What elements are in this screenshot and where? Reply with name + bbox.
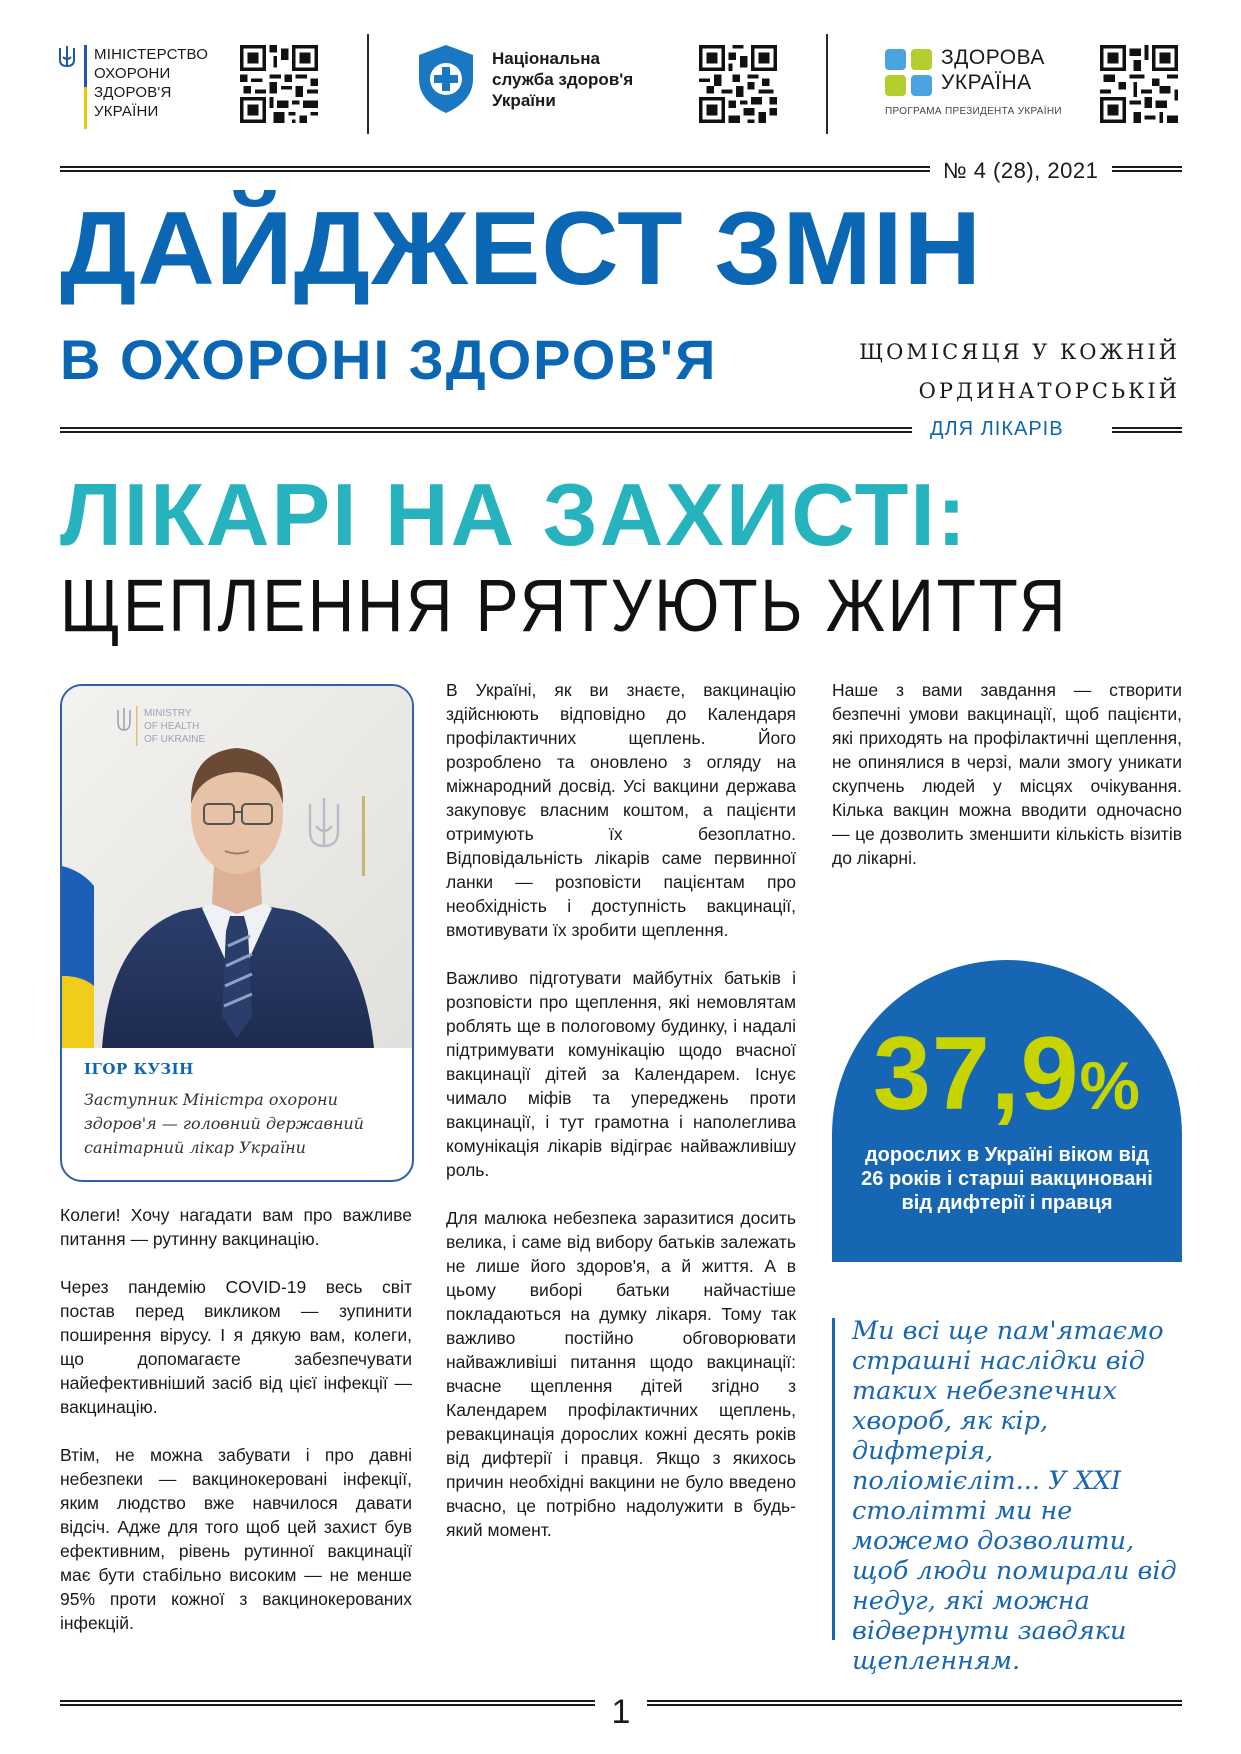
article-column-1 bbox=[60, 1203, 412, 1659]
masthead-rule bbox=[1112, 427, 1182, 435]
pull-quote: Ми всі ще пам'ятаємо страшні наслідки від таких небезпечних хвороб, як кір, дифтерія, поліомієліт... У XXI столітті ми не можемо дозволити, щоб люди помирали від недуг, які можна відвернути завдяки щепленням. bbox=[852, 1316, 1177, 1676]
trident-icon bbox=[58, 45, 76, 69]
statistic-value bbox=[832, 1016, 1182, 1140]
issue-number: № 4 (28), 2021 bbox=[943, 158, 1099, 183]
article-column-2 bbox=[446, 678, 796, 1566]
paragraph: Наше з вами завдання — створити безпечні умови вакцинації, щоб пацієнти, які приходять на профілактичні щеплення, не опинялися в черзі, мали змогу уникати скупчень людей у місцях очікування. Кілька вакцин можна вводити одночасно — це дозволить зменшити кількість візитів до лікарні. bbox=[832, 680, 1182, 868]
header-divider bbox=[826, 34, 828, 134]
monthly-tagline bbox=[848, 333, 1180, 411]
portrait-photo bbox=[62, 686, 412, 1048]
zu-title-line: УКРАЇНА bbox=[941, 71, 1032, 94]
paragraph: Втім, не можна забувати і про давні небезпеки — вакцинокеровані інфекції, яким людство вже навчилося давати відсіч. Адже для того щоб цей захист був ефективним, рівень рутинної вакцинації має бути стабільно високим — не менше 95% проти кожної з вакцинокерованих інфекцій. bbox=[60, 1445, 412, 1633]
portrait-card bbox=[60, 684, 414, 1182]
nszu-line: служба здоров'я bbox=[492, 70, 634, 89]
tagline-line: ЩОМІСЯЦЯ У КОЖНІЙ bbox=[859, 340, 1180, 364]
qr-code-zu[interactable] bbox=[1100, 45, 1178, 123]
statistic-callout bbox=[832, 960, 1182, 1262]
nszu-line: Національна bbox=[492, 49, 600, 68]
moz-name bbox=[94, 45, 208, 121]
svg-text:MINISTRY: MINISTRY bbox=[144, 708, 192, 719]
person-name: ІГОР КУЗІН bbox=[84, 1060, 194, 1078]
nszu-line: України bbox=[492, 91, 556, 110]
paragraph: Колеги! Хочу нагадати вам про важливе питання — рутинну вакцинацію. bbox=[60, 1205, 412, 1249]
masthead-title: ДАЙДЖЕСТ ЗМІН bbox=[60, 191, 982, 307]
qr-code-moz[interactable] bbox=[240, 45, 318, 123]
article-column-3 bbox=[832, 678, 1182, 894]
nszu-name bbox=[492, 48, 633, 111]
moz-line: УКРАЇНИ bbox=[94, 103, 159, 120]
svg-text:OF HEALTH: OF HEALTH bbox=[144, 721, 200, 732]
headline-primary: ЛІКАРІ НА ЗАХИСТІ: bbox=[60, 465, 969, 564]
headline-secondary: ЩЕПЛЕННЯ РЯТУЮТЬ ЖИТТЯ bbox=[60, 564, 1069, 647]
statistic-percent: % bbox=[1079, 1048, 1141, 1124]
masthead-rule bbox=[1112, 166, 1182, 174]
paragraph: Для малюка небезпека заразитися досить велика, і саме від вибору батьків залежать не лише його здоров'я, а й життя. А в цьому виборі батьки найчастіше покладаються на думку лікаря. Тому так важливо постійно обговорювати найважливіші питання щодо вакцинації: вчасне щеплення дітей згідно з Календарем профілактичних щеплень, ревакцинація дорослих кожні десять років від дифтерії і правця. Якщо з якихось причин необхідні вакцини не було введено вчасно, це потрібно надолужити в будь-який момент. bbox=[446, 1208, 796, 1540]
paragraph: Важливо підготувати майбутніх батьків і розповісти про щеплення, які немовлятам роблять ще в пологовому будинку, і надалі підтримувати комунікацію щодо вчасної вакцинації дітей за Календарем. Існує чимало міфів та упереджень проти вакцинації, і тут грамотна і наполеглива комунікація лікарів відіграє найважливішу роль. bbox=[446, 968, 796, 1180]
page-number: 1 bbox=[611, 1693, 631, 1731]
masthead-rule bbox=[60, 427, 912, 435]
zdorova-ukraina-logo-mark bbox=[885, 49, 933, 97]
quote-bar bbox=[832, 1318, 835, 1640]
statistic-number: 37,9 bbox=[873, 1016, 1080, 1132]
audience-label: ДЛЯ ЛІКАРІВ bbox=[930, 418, 1064, 440]
masthead-subtitle: В ОХОРОНІ ЗДОРОВ'Я bbox=[60, 328, 718, 391]
moz-line: ЗДОРОВ'Я bbox=[94, 84, 172, 101]
footer-rule bbox=[647, 1700, 1182, 1708]
footer-rule bbox=[60, 1700, 595, 1708]
zdorova-ukraina-subtitle: ПРОГРАМА ПРЕЗИДЕНТА УКРАЇНИ bbox=[885, 106, 1062, 117]
moz-logo bbox=[58, 45, 208, 130]
masthead-rule bbox=[60, 166, 930, 174]
zdorova-ukraina-title bbox=[941, 45, 1045, 95]
svg-text:OF UKRAINE: OF UKRAINE bbox=[144, 734, 206, 745]
header-divider bbox=[367, 34, 369, 134]
moz-flag-bar bbox=[84, 45, 87, 129]
tagline-line: ОРДИНАТОРСЬКІЙ bbox=[918, 379, 1180, 403]
moz-line: ОХОРОНИ bbox=[94, 65, 171, 82]
qr-code-nszu[interactable] bbox=[699, 45, 777, 123]
statistic-caption: дорослих в Україні віком від 26 років і старші вакциновані від дифтерії і правця bbox=[861, 1144, 1153, 1214]
moz-line: МІНІСТЕРСТВО bbox=[94, 46, 209, 63]
paragraph: Через пандемію COVID-19 весь світ постав перед викликом — зупинити поширення вірусу. І я дякую вам, колеги, що допомагаєте забезпечувати найефективніший засіб від цієї інфекції — вакцинацію. bbox=[60, 1277, 412, 1417]
zu-title-line: ЗДОРОВА bbox=[941, 46, 1045, 69]
person-role: Заступник Міністра охорони здоров'я — головний державний санітарний лікар України bbox=[84, 1090, 364, 1157]
paragraph: В Україні, як ви знаєте, вакцинацію здійснюють відповідно до Календаря профілактичних щеплень. Його розроблено та оновлено з огляду на міжнародний досвід. Усі вакцини держава закуповує власним коштом, а пацієнти отримують їх безоплатно. Відповідальність лікарів саме первинної ланки — розповісти пацієнтам про необхідність і доступність вакцинації, вмотивувати їх зробити щеплення. bbox=[446, 680, 796, 940]
nszu-shield-icon bbox=[415, 43, 477, 115]
